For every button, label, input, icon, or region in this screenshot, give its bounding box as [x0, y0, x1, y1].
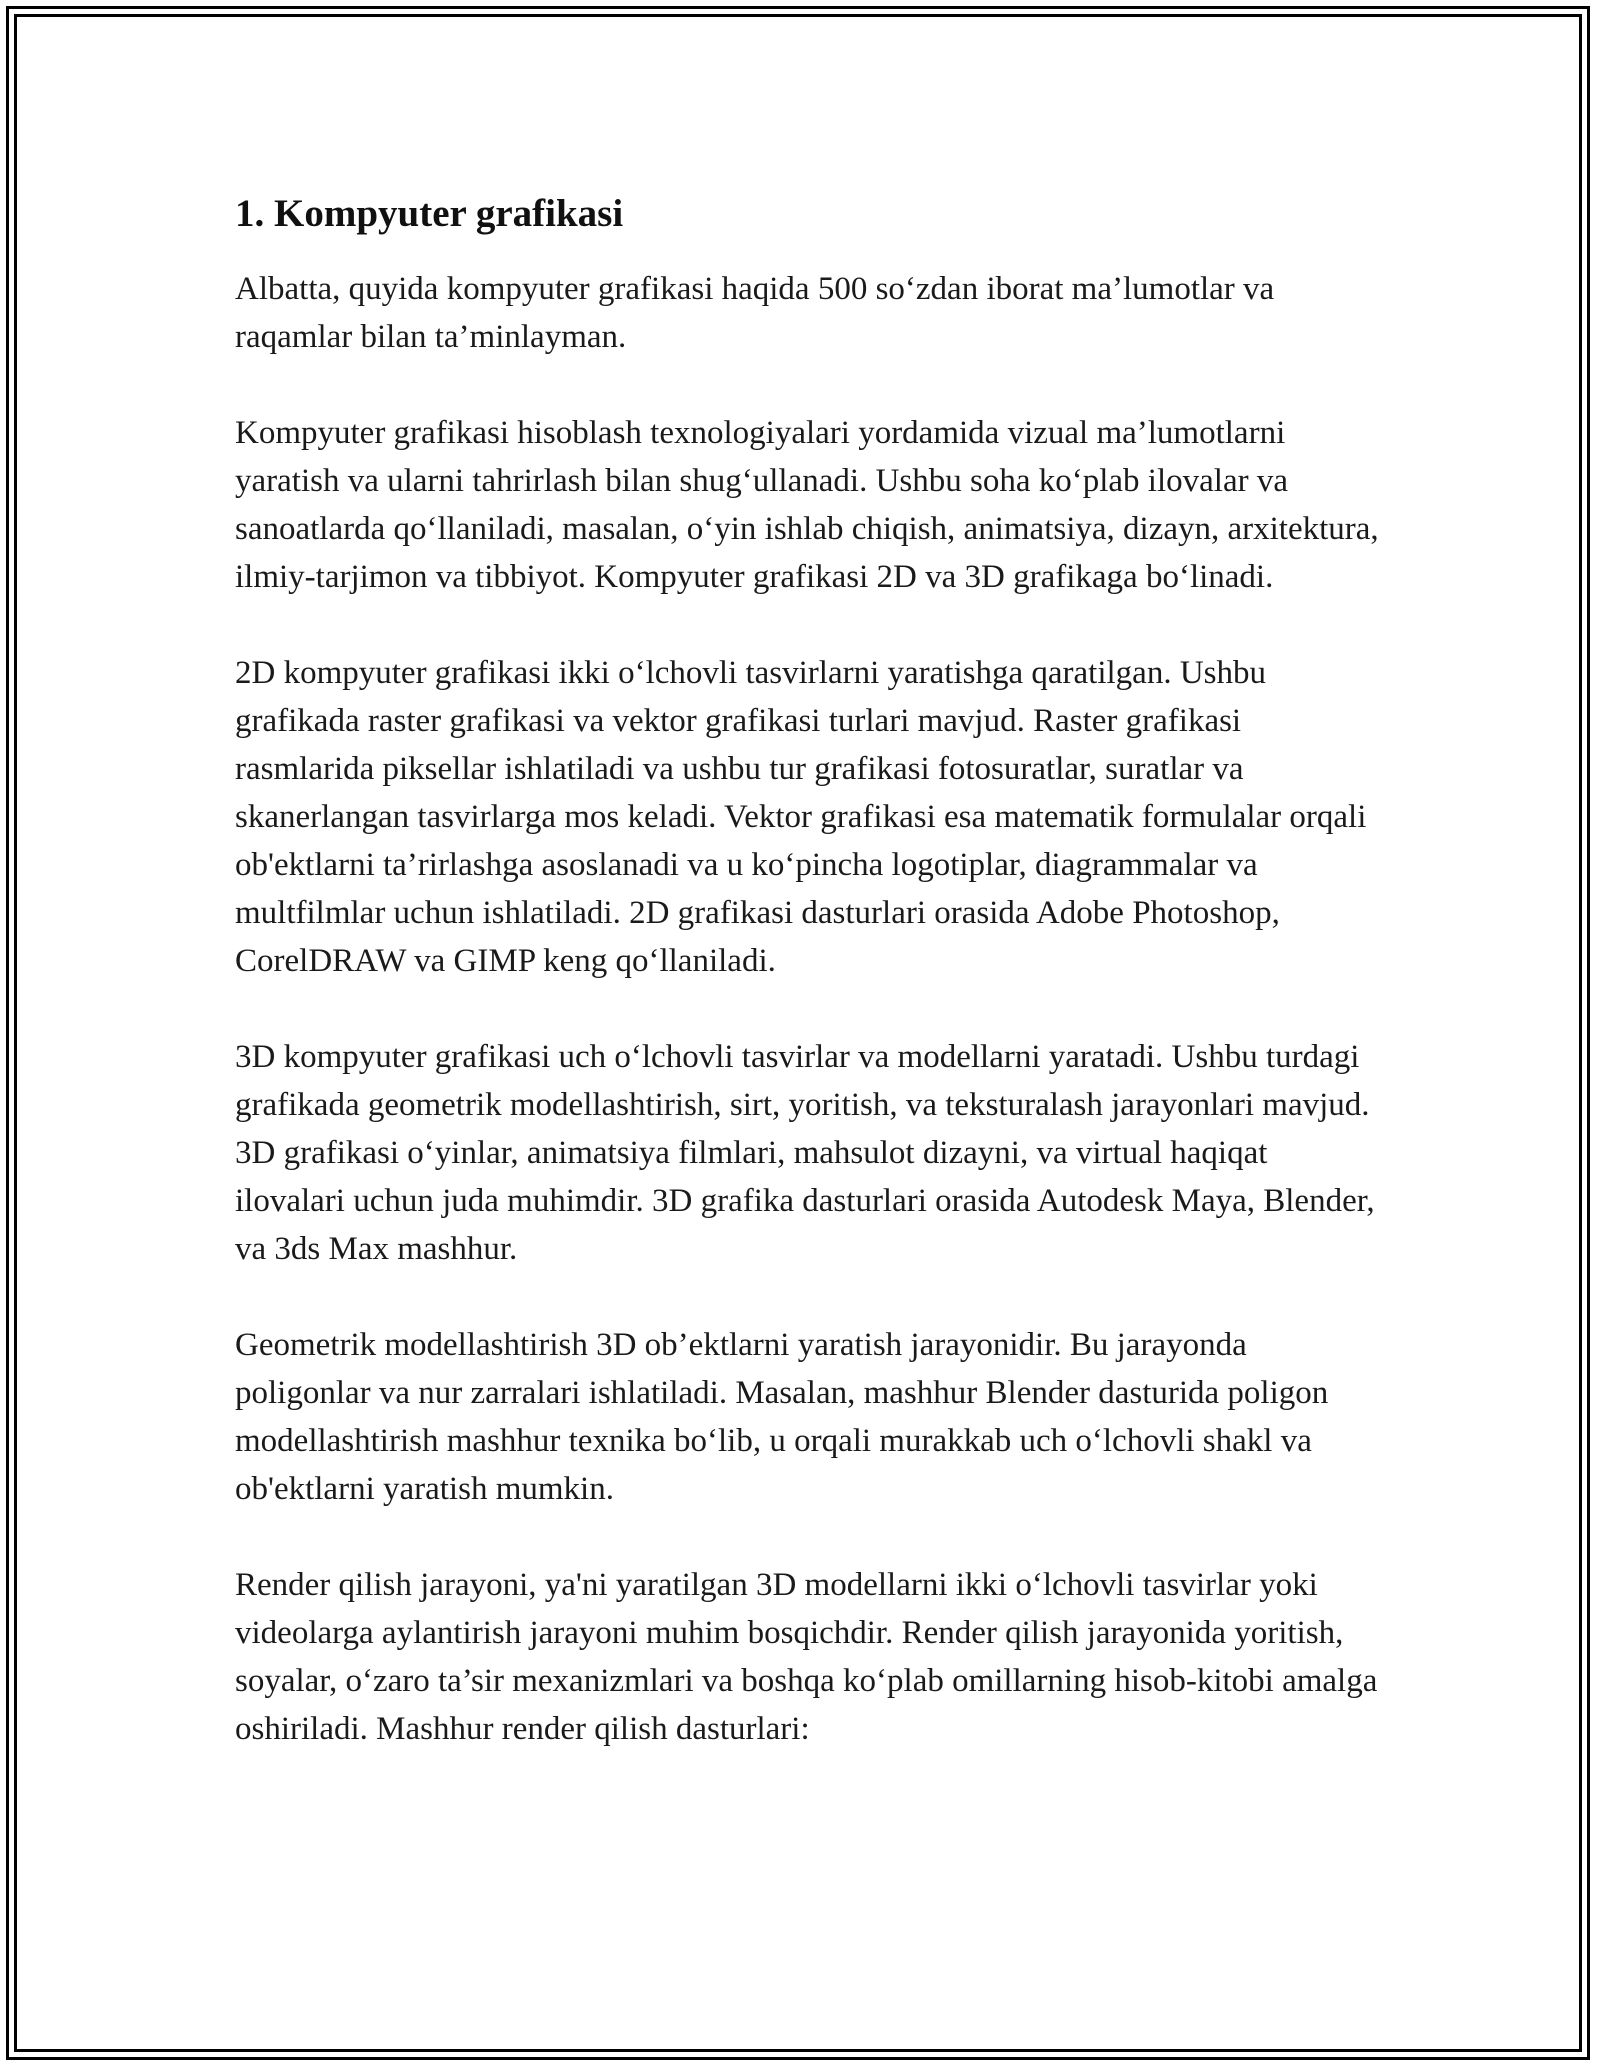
document-body: [235, 186, 1380, 1801]
paragraph-overview: Kompyuter grafikasi hisoblash texnologiyalari yordamida vizual ma’lumotlarni yaratish va ularni tahrirlash bilan shug‘ullanadi. Ushbu soha ko‘plab ilovalar va sanoatlarda qo‘llaniladi, masalan, o‘yin ishlab chiqish, animatsiya, dizayn, arxitektura, ilmiy-tarjimon va tibbiyot. Kompyuter grafikasi 2D va 3D grafikaga bo‘linadi.: [235, 415, 1379, 595]
paragraph-rendering: Render qilish jarayoni, ya'ni yaratilgan 3D modellarni ikki o‘lchovli tasvirlar yoki videolarga aylantirish jarayoni muhim bosqichdir. Render qilish jarayonida yoritish, soyalar, o‘zaro ta’sir mexanizmlari va boshqa ko‘plab omillarning hisob-kitobi amalga oshiriladi. Mashhur render qilish dasturlari:: [235, 1567, 1378, 1747]
paragraph-2d-graphics: 2D kompyuter grafikasi ikki o‘lchovli tasvirlarni yaratishga qaratilgan. Ushbu grafikada raster grafikasi va vektor grafikasi turlari mavjud. Raster grafikasi rasmlarida piksellar ishlatiladi va ushbu tur grafikasi fotosuratlar, suratlar va skanerlangan tasvirlarga mos keladi. Vektor grafikasi esa matematik formulalar orqali ob'ektlarni ta’rirlashga asoslanadi va u ko‘pincha logotiplar, diagrammalar va multfilmlar uchun ishlatiladi. 2D grafikasi dasturlari orasida Adobe Photoshop, CorelDRAW va GIMP keng qo‘llaniladi.: [235, 655, 1367, 979]
paragraph-geometric-modeling: Geometrik modellashtirish 3D ob’ektlarni yaratish jarayonidir. Bu jarayonda poligonlar va nur zarralari ishlatiladi. Masalan, mashhur Blender dasturida poligon modellashtirish mashhur texnika bo‘lib, u orqali murakkab uch o‘lchovli shakl va ob'ektlarni yaratish mumkin.: [235, 1327, 1329, 1507]
paragraph-intro: Albatta, quyida kompyuter grafikasi haqida 500 so‘zdan iborat ma’lumotlar va raqamlar bilan ta’minlayman.: [235, 271, 1275, 355]
paragraph-3d-graphics: 3D kompyuter grafikasi uch o‘lchovli tasvirlar va modellarni yaratadi. Ushbu turdagi grafikada geometrik modellashtirish, sirt, yoritish, va teksturalash jarayonlari mavjud. 3D grafikasi o‘yinlar, animatsiya filmlari, mahsulot dizayni, va virtual haqiqat ilovalari uchun juda muhimdir. 3D grafika dasturlari orasida Autodesk Maya, Blender, va 3ds Max mashhur.: [235, 1039, 1375, 1267]
section-heading: 1. Kompyuter grafikasi: [235, 192, 624, 235]
